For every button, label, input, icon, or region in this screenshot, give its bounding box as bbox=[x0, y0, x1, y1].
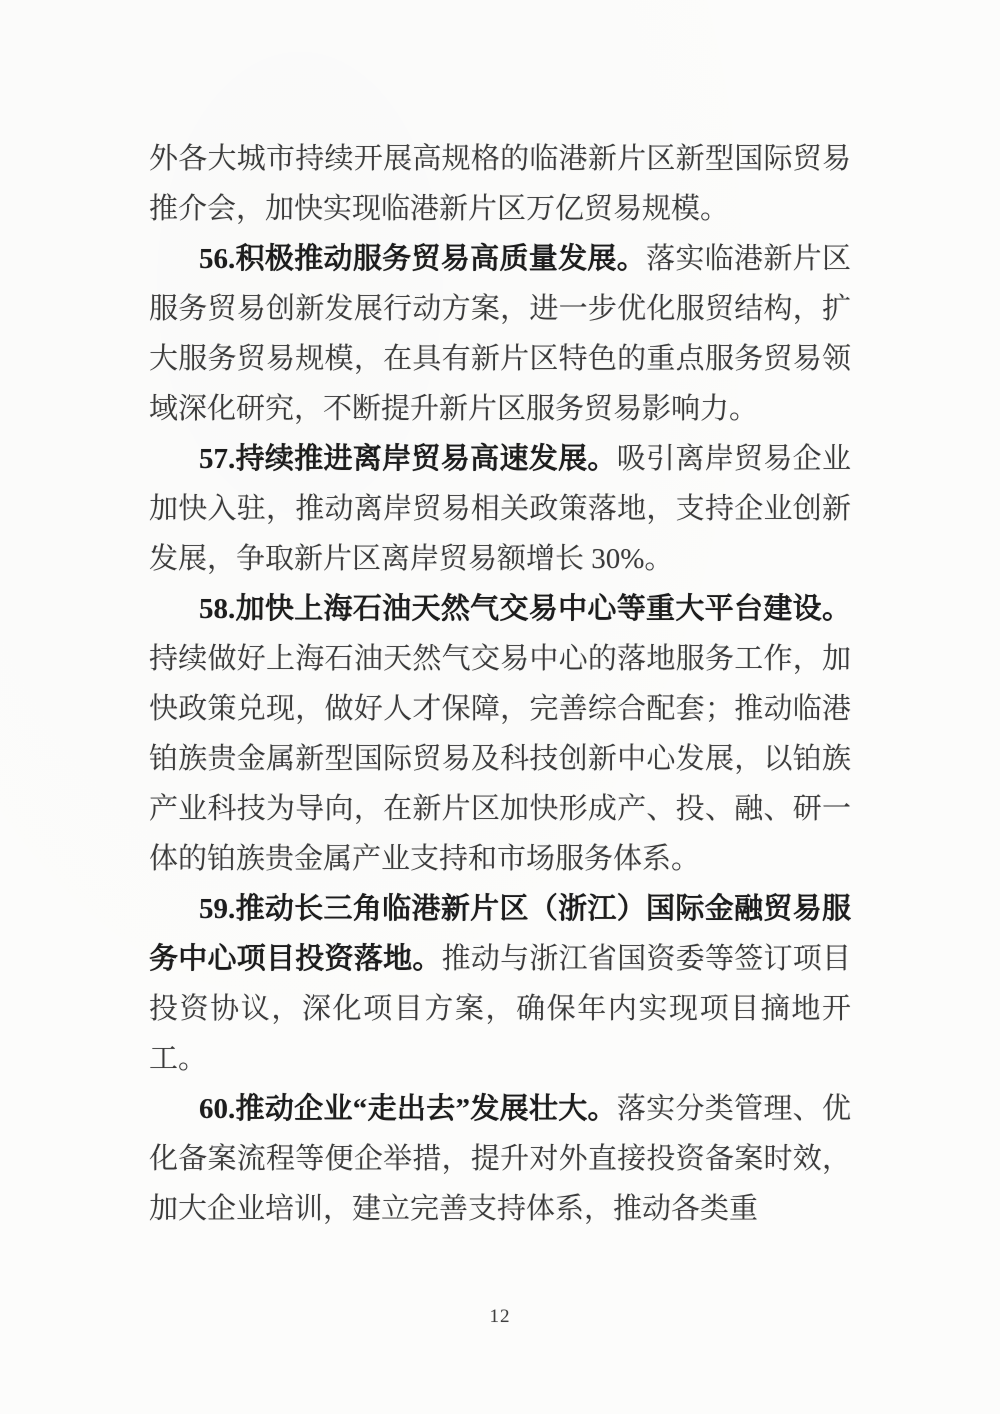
page-number: 12 bbox=[489, 1306, 511, 1327]
policy-item-59 bbox=[149, 884, 851, 1084]
item-57-text: 吸引离岸贸易企业加快入驻，推动离岸贸易相关政策落地，支持企业创新发展，争取新片区离岸贸易额增长 30%。 bbox=[149, 443, 851, 575]
item-59-text: 推动与浙江省国资委等签订项目投资协议，深化项目方案，确保年内实现项目摘地开工。 bbox=[149, 943, 851, 1075]
policy-item-58 bbox=[149, 584, 851, 884]
policy-item-56 bbox=[149, 234, 851, 434]
item-60-text: 落实分类管理、优化备案流程等便企举措，提升对外直接投资备案时效，加大企业培训，建立完善支持体系，推动各类重 bbox=[149, 1093, 851, 1225]
item-56-heading: 56.积极推动服务贸易高质量发展。 bbox=[199, 243, 647, 275]
continuation-paragraph bbox=[149, 134, 851, 234]
item-59-heading: 59.推动长三角临港新片区（浙江）国际金融贸易服务中心项目投资落地。 bbox=[149, 893, 851, 975]
item-57-heading: 57.持续推进离岸贸易高速发展。 bbox=[199, 443, 617, 475]
item-58-heading: 58.加快上海石油天然气交易中心等重大平台建设。 bbox=[199, 593, 851, 625]
item-56-text: 落实临港新片区服务贸易创新发展行动方案，进一步优化服贸结构，扩大服务贸易规模，在具有新片区特色的重点服务贸易领域深化研究，不断提升新片区服务贸易影响力。 bbox=[149, 243, 851, 425]
item-58-text: 持续做好上海石油天然气交易中心的落地服务工作，加快政策兑现，做好人才保障，完善综合配套；推动临港铂族贵金属新型国际贸易及科技创新中心发展，以铂族产业科技为导向，在新片区加快形成产、投、融、研一体的铂族贵金属产业支持和市场服务体系。 bbox=[149, 643, 851, 875]
item-60-heading: 60.推动企业“走出去”发展壮大。 bbox=[199, 1093, 617, 1125]
continuation-text: 外各大城市持续开展高规格的临港新片区新型国际贸易推介会，加快实现临港新片区万亿贸易规模。 bbox=[149, 143, 851, 225]
policy-item-57 bbox=[149, 434, 851, 584]
document-body bbox=[149, 134, 851, 1234]
policy-item-60 bbox=[149, 1084, 851, 1234]
